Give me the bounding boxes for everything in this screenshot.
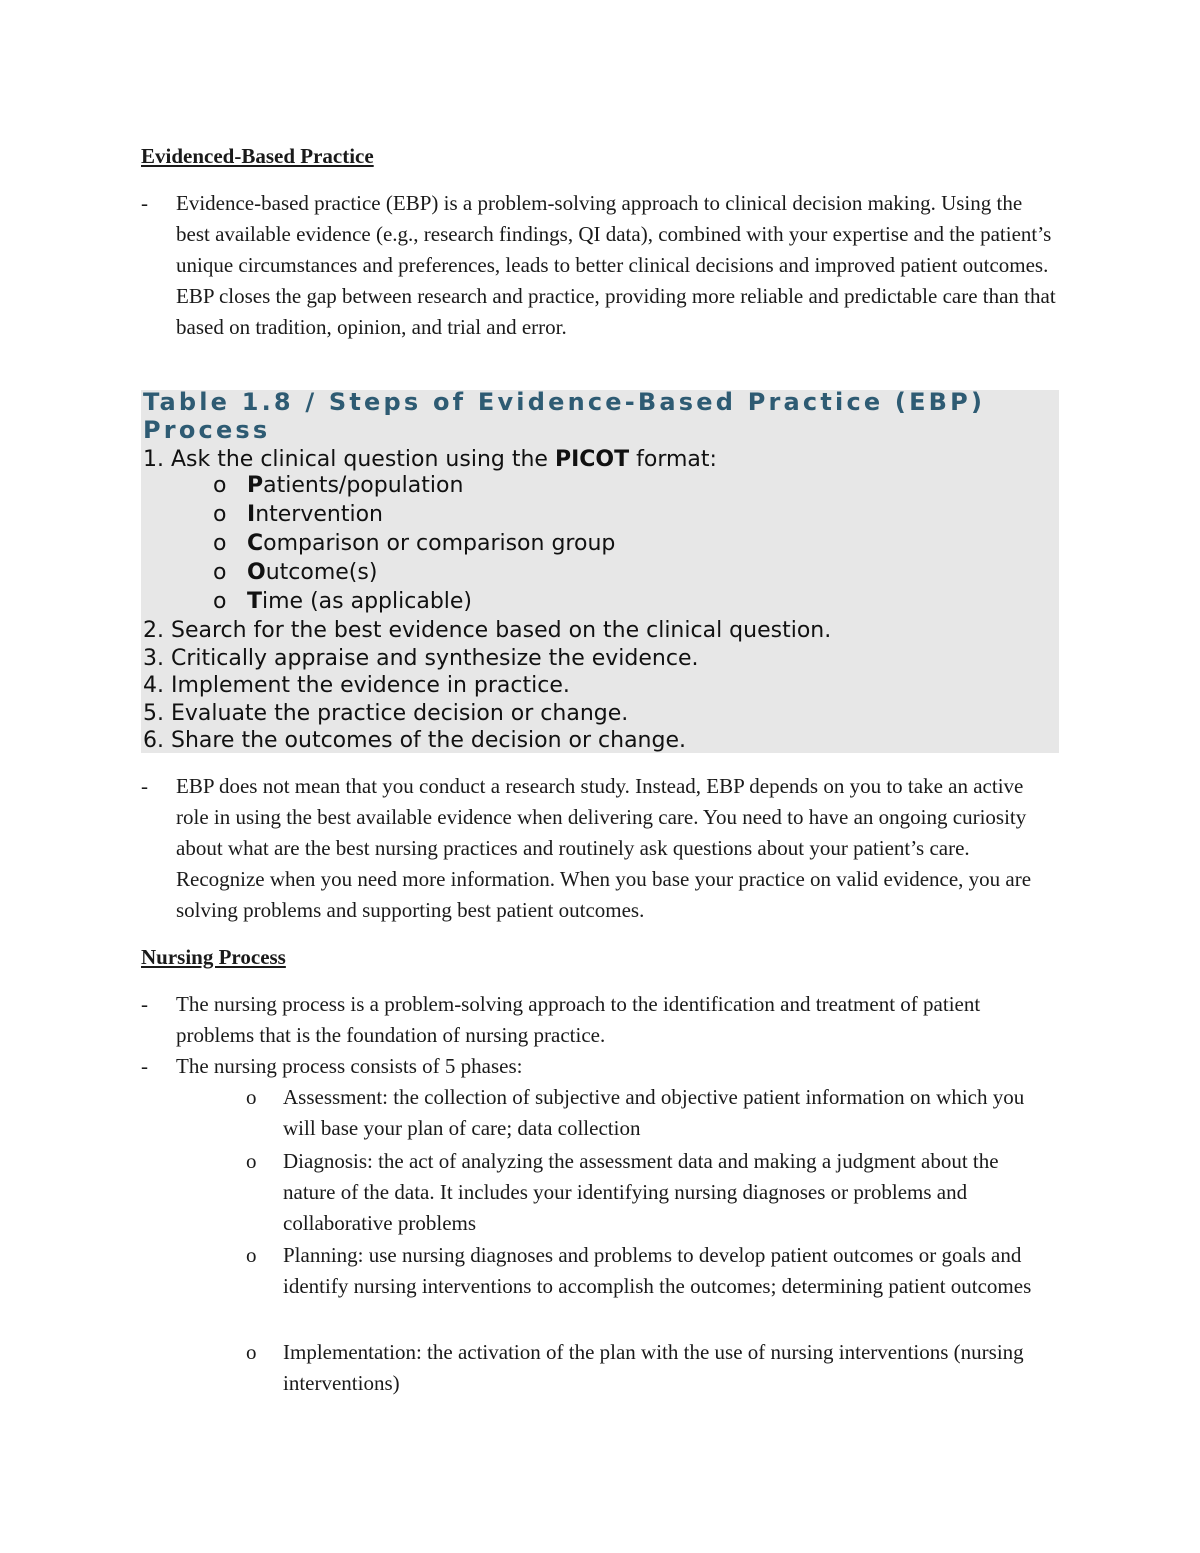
o-bullet: o <box>213 531 227 556</box>
picot-item <box>213 559 377 587</box>
phase-implementation <box>246 1337 1046 1399</box>
picot-rest: ime (as applicable) <box>262 589 473 614</box>
bullet-text: The nursing process consists of 5 phases: <box>176 1054 523 1078</box>
table-title: Table 1.8 / Steps of Evidence-Based Practice (EBP) Process <box>143 388 986 444</box>
bullet-ebp-definition <box>141 188 1061 343</box>
table-step-5: 5. Evaluate the practice decision or change. <box>143 701 629 726</box>
picot-initial: T <box>247 589 263 614</box>
bullet-text: Evidence-based practice (EBP) is a problem-solving approach to clinical decision making. Using the best available evidence (e.g., research findings, QI data), combined with your expertise and the patient’s unique circumstances and preferences, leads to better clinical decisions and improved patient outcomes. EBP closes the gap between research and practice, providing more reliable and predictable care than that based on tradition, opinion, and trial and error. <box>176 191 1056 339</box>
picot-rest: atients/population <box>263 473 464 498</box>
phase-planning <box>246 1240 1056 1302</box>
dash-bullet: - <box>141 992 148 1016</box>
table-step-1 <box>143 446 717 474</box>
step-1-picot: PICOT <box>554 447 630 472</box>
picot-initial: P <box>247 473 264 498</box>
o-bullet: o <box>213 589 227 614</box>
dash-bullet: - <box>141 191 148 215</box>
phase-text: Implementation: the activation of the plan with the use of nursing interventions (nursing interventions) <box>283 1340 1024 1395</box>
picot-initial: I <box>247 502 256 527</box>
picot-item <box>213 530 615 558</box>
step-1-suffix: format: <box>629 447 717 472</box>
phase-text: Assessment: the collection of subjective and objective patient information on which you will base your plan of care; data collection <box>283 1085 1025 1140</box>
bullet-text: The nursing process is a problem-solving approach to the identification and treatment of patient problems that is the foundation of nursing practice. <box>176 992 981 1047</box>
phase-text: Planning: use nursing diagnoses and problems to develop patient outcomes or goals and identify nursing interventions to accomplish the outcomes; determining patient outcomes <box>283 1243 1032 1298</box>
section-heading-nursing-process: Nursing Process <box>141 945 286 969</box>
bullet-nursing-phases <box>141 1051 1061 1082</box>
picot-rest: ntervention <box>255 502 383 527</box>
bullet-nursing-definition <box>141 989 1061 1051</box>
o-bullet: o <box>246 1340 257 1364</box>
o-bullet: o <box>246 1243 257 1267</box>
dash-bullet: - <box>141 774 148 798</box>
bullet-ebp-role <box>141 771 1061 926</box>
step-1-prefix: 1. Ask the clinical question using the <box>143 447 555 472</box>
o-bullet: o <box>246 1085 257 1109</box>
section-heading-ebp: Evidenced-Based Practice <box>141 144 374 168</box>
o-bullet: o <box>213 502 227 527</box>
table-step-2: 2. Search for the best evidence based on the clinical question. <box>143 618 832 643</box>
phase-text: Diagnosis: the act of analyzing the assessment data and making a judgment about the nature of the data. It includes your identifying nursing diagnoses or problems and collaborative problems <box>283 1149 999 1235</box>
table-step-6: 6. Share the outcomes of the decision or change. <box>143 728 686 753</box>
table-step-3: 3. Critically appraise and synthesize the evidence. <box>143 646 699 671</box>
phase-diagnosis <box>246 1146 1056 1239</box>
picot-item <box>213 588 472 616</box>
picot-rest: utcome(s) <box>265 560 378 585</box>
table-step-4: 4. Implement the evidence in practice. <box>143 673 570 698</box>
picot-initial: C <box>247 531 264 556</box>
o-bullet: o <box>213 560 227 585</box>
picot-initial: O <box>247 560 266 585</box>
dash-bullet: - <box>141 1054 148 1078</box>
phase-assessment <box>246 1082 1046 1144</box>
picot-rest: omparison or comparison group <box>263 531 616 556</box>
o-bullet: o <box>213 473 227 498</box>
picot-item <box>213 501 383 529</box>
picot-item <box>213 472 463 500</box>
bullet-text: EBP does not mean that you conduct a research study. Instead, EBP depends on you to take an active role in using the best available evidence when delivering care. You need to have an ongoing curiosity about what are the best nursing practices and routinely ask questions about your patient’s care. Recognize when you need more information. When you base your practice on valid evidence, you are solving problems and supporting best patient outcomes. <box>176 774 1032 922</box>
o-bullet: o <box>246 1149 257 1173</box>
